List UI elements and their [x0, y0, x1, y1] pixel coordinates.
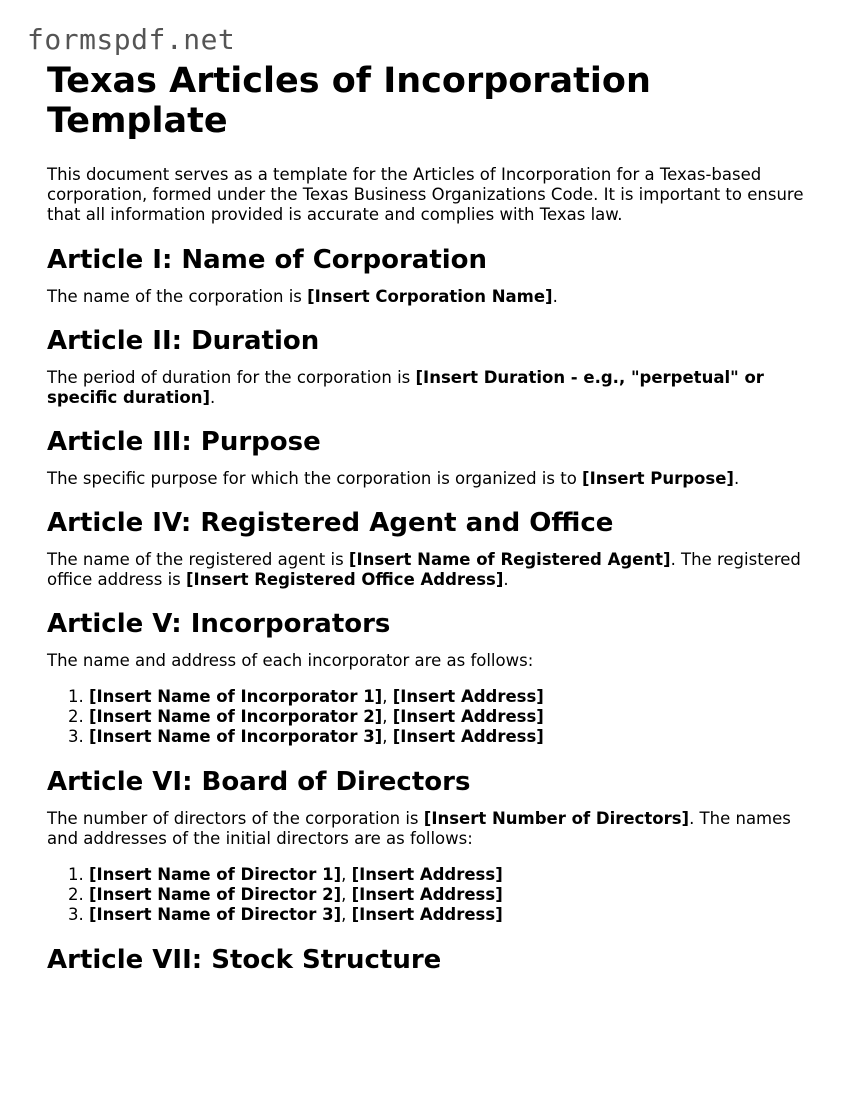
article-3-text: The specific purpose for which the corporation is organized is to [Insert Purpose].	[47, 469, 740, 488]
article-4-text: The name of the registered agent is [Insert Name of Registered Agent]. The registered office address is [Insert Registered Office Address].	[47, 550, 801, 589]
article-7	[47, 945, 817, 975]
director-count-placeholder: [Insert Number of Directors]	[423, 809, 690, 828]
registered-office-placeholder: [Insert Registered Office Address]	[186, 570, 504, 589]
article-6	[47, 767, 817, 925]
director-list	[47, 865, 817, 925]
list-item: 1. [Insert Name of Incorporator 1], [Insert Address]	[89, 687, 817, 707]
article-6-text: The number of directors of the corporation is [Insert Number of Directors]. The names and addresses of the initial directors are as follows:	[47, 809, 791, 848]
article-1-text: The name of the corporation is [Insert Corporation Name].	[47, 287, 558, 306]
article-5-text: The name and address of each incorporator are as follows:	[47, 651, 534, 670]
article-5	[47, 609, 817, 747]
article-1	[47, 245, 817, 307]
page-title: Texas Articles of Incorporation Template	[47, 61, 651, 141]
article-2-text: The period of duration for the corporation is [Insert Duration - e.g., "perpetual" or specific duration].	[47, 368, 764, 407]
corporation-name-placeholder: [Insert Corporation Name]	[307, 287, 553, 306]
watermark: formspdf.net	[27, 23, 236, 56]
article-6-heading: Article VI: Board of Directors	[47, 767, 471, 797]
document-body	[47, 61, 817, 987]
article-3-heading: Article III: Purpose	[47, 427, 321, 457]
article-1-heading: Article I: Name of Corporation	[47, 245, 488, 275]
article-5-heading: Article V: Incorporators	[47, 609, 391, 639]
list-item: 1. [Insert Name of Director 1], [Insert Address]	[89, 865, 817, 885]
article-3	[47, 427, 817, 489]
list-item: 3. [Insert Name of Incorporator 3], [Insert Address]	[89, 727, 817, 747]
article-4-heading: Article IV: Registered Agent and Office	[47, 508, 614, 538]
duration-placeholder: [Insert Duration - e.g., "perpetual" or specific duration]	[47, 368, 764, 407]
article-4	[47, 508, 817, 590]
list-item: 2. [Insert Name of Director 2], [Insert Address]	[89, 885, 817, 905]
list-item: 2. [Insert Name of Incorporator 2], [Insert Address]	[89, 707, 817, 727]
article-2-heading: Article II: Duration	[47, 326, 320, 356]
article-7-heading: Article VII: Stock Structure	[47, 945, 442, 975]
registered-agent-placeholder: [Insert Name of Registered Agent]	[348, 550, 671, 569]
article-2	[47, 326, 817, 408]
purpose-placeholder: [Insert Purpose]	[582, 469, 734, 488]
list-item: 3. [Insert Name of Director 3], [Insert Address]	[89, 905, 817, 925]
incorporator-list	[47, 687, 817, 747]
intro-paragraph: This document serves as a template for the Articles of Incorporation for a Texas-based corporation, formed under the Texas Business Organizations Code. It is important to ensure that all information provided is accurate and complies with Texas law.	[47, 165, 804, 224]
